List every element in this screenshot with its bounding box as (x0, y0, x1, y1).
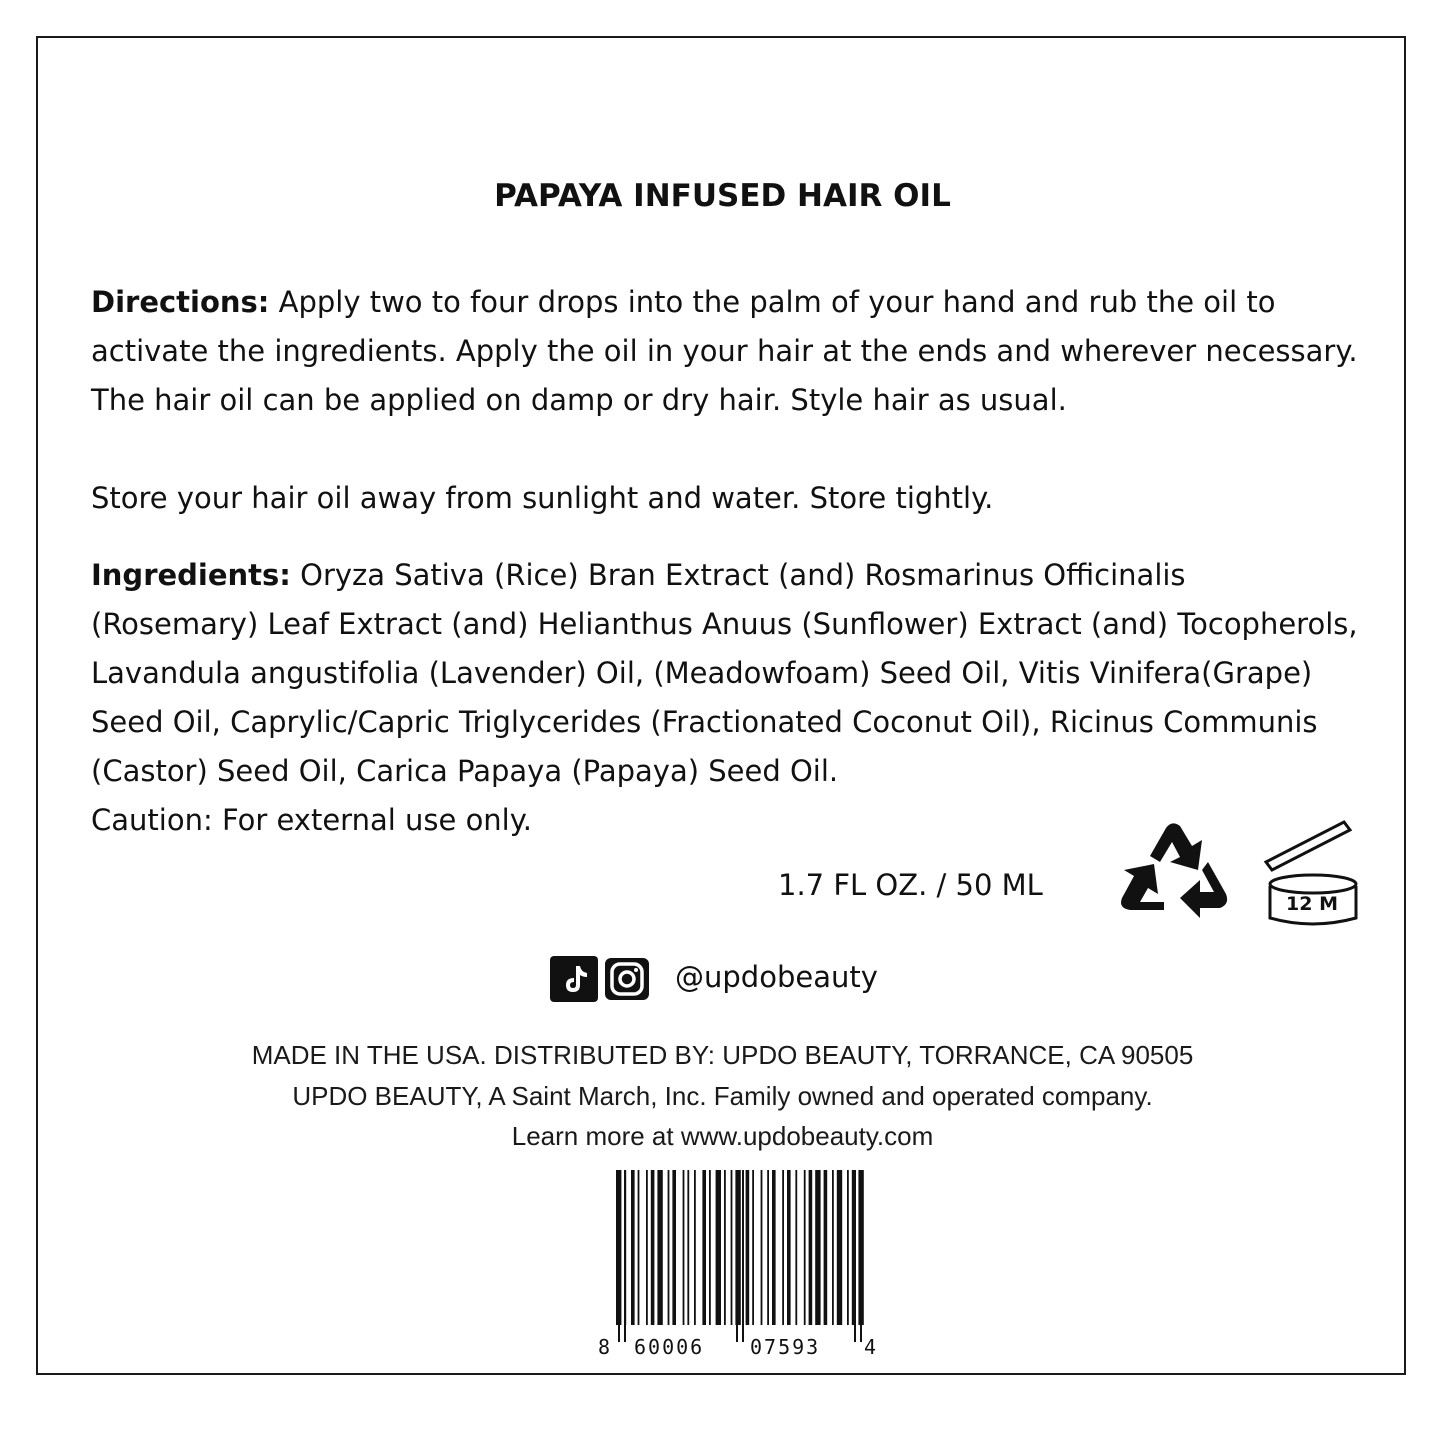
barcode-bar (631, 1170, 635, 1325)
pao-label: 12 M (1286, 893, 1338, 915)
barcode-guard-bar (742, 1170, 744, 1342)
barcode-bar (761, 1170, 763, 1325)
barcode-bar (847, 1170, 849, 1325)
barcode-digit-check: 4 (864, 1335, 877, 1359)
barcode-bar (651, 1170, 655, 1325)
barcode (596, 1170, 882, 1360)
barcode-bar (702, 1170, 706, 1325)
barcode-digits-left: 60006 (634, 1335, 705, 1359)
barcode-bar (746, 1170, 750, 1325)
barcode-guard-bar (860, 1170, 862, 1342)
barcode-bar (716, 1170, 721, 1325)
barcode-bar (804, 1170, 806, 1325)
barcode-guard-bar (736, 1170, 738, 1342)
tiktok-icon[interactable] (550, 956, 598, 1002)
barcode-bar (787, 1170, 791, 1325)
storage-paragraph: Store your hair oil away from sunlight and water. Store tightly. (91, 481, 994, 515)
footer-company: UPDO BEAUTY, A Saint March, Inc. Family owned and operated company. (292, 1081, 1153, 1111)
social-handle: @updobeauty (675, 960, 878, 994)
barcode-bar (772, 1170, 776, 1325)
barcode-bar (668, 1170, 670, 1325)
recycle-icon (1114, 818, 1234, 930)
barcode-bar (672, 1170, 676, 1325)
directions-text: Apply two to four drops into the palm of your hand and rub the oil to activate the ingredients. Apply the oil in your hair at the ends and wherever necessary. The hair oil can be applied on damp or dry hair. Style hair as usual. (91, 285, 1358, 417)
barcode-bar (687, 1170, 689, 1325)
barcode-bar (657, 1170, 662, 1325)
barcode-bar (646, 1170, 648, 1325)
barcode-bar (795, 1170, 797, 1325)
barcode-bar (782, 1170, 784, 1325)
directions-label: Directions: (91, 285, 270, 319)
footer-website: Learn more at www.updobeauty.com (511, 1121, 934, 1151)
barcode-guard-bar (854, 1170, 856, 1342)
barcode-bar (832, 1170, 834, 1325)
barcode-guard-bar (624, 1170, 626, 1342)
product-title: PAPAYA INFUSED HAIR OIL (494, 178, 951, 214)
ingredients-text: Oryza Sativa (Rice) Bran Extract (and) Rosmarinus Officinalis (Rosemary) Leaf Extract (and) Helianthus Anuus (Sunflower) Extract (and) Tocopherols, Lavandula angustifolia (Lavender) Oil, (Meadowfoam) Seed Oil, Vitis Vinifera(Grape) Seed Oil, Caprylic/Capric Triglycerides (Fractionated Coconut Oil), Ricinus Communis (Castor) Seed Oil, Carica Papaya (Papaya) Seed Oil. (91, 558, 1358, 788)
directions-paragraph (91, 278, 1361, 425)
barcode-bar (709, 1170, 711, 1325)
barcode-bar (638, 1170, 640, 1325)
barcode-bar (837, 1170, 842, 1325)
barcode-bar (683, 1170, 685, 1325)
ingredients-label: Ingredients: (91, 558, 291, 592)
barcode-bar (767, 1170, 769, 1325)
barcode-bar (809, 1170, 813, 1325)
caution-text: Caution: For external use only. (91, 803, 532, 837)
barcode-digit-first: 8 (598, 1335, 611, 1359)
barcode-bar (731, 1170, 733, 1325)
barcode-guard-bar (618, 1170, 620, 1342)
barcode-bar (724, 1170, 726, 1325)
instagram-icon[interactable] (603, 956, 651, 1002)
volume-text: 1.7 FL OZ. / 50 ML (778, 868, 1043, 902)
footer-distributor: MADE IN THE USA. DISTRIBUTED BY: UPDO BEAUTY, TORRANCE, CA 90505 (251, 1040, 1194, 1070)
barcode-bar (694, 1170, 696, 1325)
barcode-bar (815, 1170, 820, 1325)
barcode-digits-right: 07593 (750, 1335, 821, 1359)
ingredients-paragraph (91, 551, 1361, 845)
barcode-bar (824, 1170, 828, 1325)
barcode-bars (616, 1170, 864, 1360)
barcode-bar (752, 1170, 754, 1325)
